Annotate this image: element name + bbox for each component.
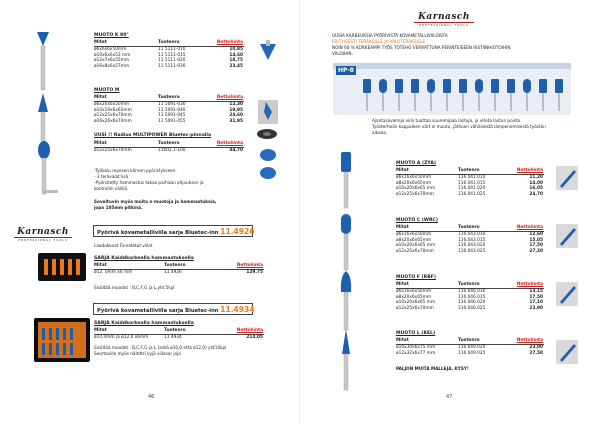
table-row [396, 351, 544, 357]
pn-cell: 116.049.020 [458, 344, 486, 350]
col-header-price: Nettohinta [506, 338, 544, 344]
col-header-code: Mitat [94, 263, 164, 269]
pn-cell: 11 4934 [164, 334, 182, 340]
col-header-pn: Tuotenro [164, 328, 214, 334]
logo-tagline: PROFESSIONAL TOOLS [419, 23, 469, 28]
muoto-f-table [396, 282, 544, 311]
code-cell: ø12x25x6x70mm [396, 191, 434, 197]
price-cell: 23,90 [529, 305, 543, 311]
code-cell: ø6x16x6x50mm [396, 174, 432, 180]
price-cell: 24,70 [529, 191, 543, 197]
hp8-label: HP-8 [338, 67, 354, 74]
pn-cell: 116.046.010 [458, 288, 486, 294]
price-cell: 23,45 [229, 63, 243, 69]
set2-note-2: Seortavilla myös näitdtsi kyjä viilasar joja [94, 351, 181, 356]
page-number-right: 47 [446, 394, 453, 400]
code-cell: ø12x32x6x77 mm [396, 350, 436, 356]
set-box-text: Pyörivä kovametalliviila sarja Bluetec-inn [97, 308, 219, 314]
code-cell: ø8x20x6x65mm [396, 294, 432, 300]
burr-shank-icon [526, 93, 528, 111]
uusi-bullet-3: -Pyöristetty hammastus takaa parhaan ohjauksen ja [94, 180, 204, 185]
application-image-1 [556, 166, 578, 190]
pn-cell: 11 5111-010 [158, 46, 186, 52]
code-cell: ø6x6x6x50mm [94, 46, 127, 52]
price-cell: 129,75 [246, 269, 263, 275]
price-cell: 13,15 [529, 288, 543, 294]
price-cell: 16,05 [529, 186, 543, 192]
muoto-c-tool-image [338, 212, 354, 272]
table-row [94, 147, 244, 153]
pn-cell: 116.046.025 [458, 305, 486, 311]
application-image-2 [556, 224, 578, 248]
price-cell: 15,05 [529, 237, 543, 243]
price-cell: 12,30 [229, 101, 243, 107]
muoto-f-title: MUOTO F (RBF) [396, 275, 436, 280]
radius-detail-image-2 [259, 166, 277, 180]
muoto-m-table [94, 95, 244, 124]
col-header-code: Mitat [94, 328, 164, 334]
countersink-detail-image [257, 40, 279, 66]
burr-head-icon [507, 79, 515, 93]
application-image-3 [556, 282, 578, 306]
set1-title: SARJA Kaiddkorkealla hammastuksella [94, 256, 194, 261]
radius-tool-image [34, 140, 60, 200]
code-cell: ø10x6x6x53 mm [94, 52, 131, 58]
intro-line-2: ERITYISESTI TERÄKSILLE JA VALUTERÄKSILLE [332, 39, 426, 44]
col-header-price: Nettohinta [208, 95, 244, 101]
pn-cell: 116.043.010 [458, 231, 486, 237]
set1-rows [94, 269, 264, 275]
code-cell: ø6x16x6x50mm [396, 288, 432, 294]
set2-title: SARJA Kaiddkorkealla hammastuksella [94, 321, 194, 326]
right-page [300, 0, 600, 424]
set1-note: Sisältää muodot : B,C,F,G ja L,yht 5kpl [94, 285, 175, 290]
burr-head-icon [555, 79, 563, 93]
price-cell: 44,70 [229, 147, 243, 153]
muoto-f-rows [396, 288, 544, 311]
intro-line-1: UUSIA KARBEUKSIA PYÖRIVISTÄ KOVAMETALLIVIILOISTA [332, 33, 448, 38]
muoto-c-rows [396, 231, 544, 254]
pn-cell: 11 5091-055 [158, 118, 186, 124]
muoto-a-rows [396, 174, 544, 197]
code-cell: ø10x20x6x65 mm [396, 243, 436, 249]
muoto-a-tool-image [338, 150, 354, 210]
price-cell: 19,95 [229, 107, 243, 113]
logo-wordmark: Karnasch [418, 12, 470, 22]
workpiece-image [256, 128, 278, 140]
burr-shank-icon [366, 93, 368, 111]
muoto-k-table [94, 40, 244, 69]
intro-line-3: NOIN 60 % KORKEAMPI TYÖS TOTEHO VERRATTUNA PERINTEISEEN RISTIINHIOTOIHIN [332, 45, 511, 50]
code-cell: ø10x20x6x65 mm [396, 186, 436, 192]
tool-set-case-5pcs-image [38, 253, 86, 281]
price-cell: 24,60 [229, 113, 243, 119]
burr-shank-icon [430, 93, 432, 111]
desc-line-3: aikana. [372, 130, 388, 135]
burr-shank-icon [494, 93, 496, 111]
radius-detail-image-1 [259, 148, 277, 162]
col-header-price: Nettohinta [506, 225, 544, 231]
muoto-m-rows [94, 101, 244, 124]
uusi-radius-title: UUSI !! Radius MULTIPOWER Bluetec-pinnalla [94, 133, 212, 138]
price-cell: 23,00 [529, 344, 543, 350]
pn-cell: 11 5111-020 [158, 58, 186, 64]
set2-table [94, 328, 264, 341]
code-cell: ø8x20x6x65mm [396, 237, 432, 243]
burr-head-icon [491, 79, 499, 93]
pn-cell: 11602 1-100 [158, 147, 186, 153]
col-header-pn: Tuotenro [158, 95, 208, 101]
uusi-radius-table [94, 141, 244, 154]
burr-shank-icon [558, 93, 560, 111]
muoto-a-table [396, 168, 544, 197]
pn-cell: 116.041.015 [458, 180, 486, 186]
code-cell: ø10x20x6x65 mm [396, 300, 436, 306]
pn-cell: 116.041.010 [458, 174, 486, 180]
table-row [396, 306, 544, 312]
price-cell: 14,00 [529, 180, 543, 186]
muoto-m-title: MUOTO M [94, 88, 120, 93]
col-header-price: Nettohinta [214, 328, 264, 334]
muoto-c-table [396, 225, 544, 254]
set-box-text: Pyörivä kovametalliviila sarja Bluetec-inn [97, 230, 219, 236]
col-header-price: Nettohinta [506, 282, 544, 288]
col-header-code: Mitat [396, 338, 458, 344]
col-header-pn: Tuotenro [458, 282, 506, 288]
desc-line-2: Työsterheän kappaleen värt ei muutu, jöhtuen vähäisestä lämpenemisestä työstön [372, 124, 546, 129]
price-cell: 10,85 [229, 46, 243, 52]
col-header-price: Nettohinta [208, 141, 244, 147]
price-cell: 27,20 [529, 248, 543, 254]
pn-cell: 116.049.025 [458, 350, 486, 356]
burr-shank-icon [414, 93, 416, 111]
code-cell: ø8x20x6x65mm [396, 180, 432, 186]
pn-cell: 116.043.020 [458, 243, 486, 249]
logo-tagline: PROFESSIONAL TOOLS [18, 238, 68, 243]
karnasch-logo-left [14, 227, 72, 242]
price-cell: 17,10 [529, 300, 543, 306]
uusi-note-2: jopa 105mm pitkinä. [94, 205, 143, 210]
pn-cell: 11 5091-040 [158, 107, 186, 113]
col-header-pn: Tuotenro [458, 168, 506, 174]
pn-cell: 11 5111-015 [158, 52, 186, 58]
col-header-pn: Tuotenro [164, 263, 214, 269]
col-header-code: Mitat [396, 225, 458, 231]
code-cell: ø6x16x6x50mm [396, 231, 432, 237]
pn-cell: 116.041.025 [458, 191, 486, 197]
uusi-radius-rows [94, 147, 244, 153]
tool-set-case-10pcs-image [34, 318, 90, 362]
usage-detail-image [256, 98, 280, 126]
burr-shank-icon [510, 93, 512, 111]
table-row [94, 119, 244, 125]
col-header-pn: Tuotenro [458, 225, 506, 231]
table-row [94, 64, 244, 70]
code-cell: ø10,0mm ja ø12,0 x6mm [94, 334, 149, 340]
col-header-pn: Tuotenro [158, 141, 208, 147]
burr-shank-icon [478, 93, 480, 111]
price-cell: 12,60 [529, 231, 543, 237]
burr-head-icon [539, 79, 547, 93]
price-cell: 27,50 [529, 350, 543, 356]
pn-cell: 116.046.015 [458, 294, 486, 300]
col-header-price: Nettohinta [214, 263, 264, 269]
burr-head-icon [459, 79, 467, 93]
pn-cell: 11 5091-045 [158, 113, 186, 119]
muoto-k-rows [94, 46, 244, 69]
uusi-note-1: Soveltuvin myös muita n muotoja ja hammastuksia, [94, 199, 217, 204]
logo-wordmark: Karnasch [17, 227, 69, 237]
uusi-bullet-4: kontrollin välillä. [94, 186, 129, 191]
hp8-product-range-image [333, 63, 571, 115]
code-cell: ø16x8x6x57mm [94, 63, 130, 69]
code-cell: ø10x30x6x75 mm [396, 344, 436, 350]
countersink-tool-image [36, 30, 50, 92]
muoto-k-title: MUOTO K 90° [94, 33, 129, 38]
uusi-bullet-2: - 3 terävalat lisä [94, 174, 129, 179]
col-header-price: Nettohinta [208, 40, 244, 46]
price-cell: 31,95 [229, 118, 243, 124]
table-row [396, 249, 544, 255]
code-cell: ø6x20x6x50mm [94, 101, 130, 107]
col-header-code: Mitat [396, 168, 458, 174]
col-header-code: Mitat [94, 95, 158, 101]
intro-line-4: VIILOIHIN. [332, 51, 353, 56]
set2-note-1: Sisältää muodot : B,C,F,G ja L (sekä ø10,0 että ø12,0) yht10kpl [94, 345, 227, 350]
price-cell: 17,50 [529, 294, 543, 300]
burr-head-icon [443, 79, 451, 93]
table-row [396, 192, 544, 198]
muoto-a-title: MUOTO A (ZYA) [396, 161, 436, 166]
code-cell: ø12x7x6x55mm [94, 58, 130, 64]
price-cell: 17,50 [529, 243, 543, 249]
burr-shank-icon [446, 93, 448, 111]
uusi-bullet-1: -Työkalu reposen kärnen pyöristykseen. [94, 168, 177, 173]
burr-head-icon [379, 79, 387, 93]
pn-cell: 11 4926 [164, 269, 182, 275]
application-image-4 [556, 340, 578, 364]
burr-shank-icon [542, 93, 544, 111]
burr-head-icon [427, 79, 435, 93]
code-cell: ø12x25x6x70mm [94, 113, 132, 119]
burr-head-icon [363, 79, 371, 93]
code-cell: ø10x19x6x65mm [94, 107, 132, 113]
set-11-4926-box [93, 225, 253, 237]
pn-cell: 116.043.025 [458, 248, 486, 254]
pn-cell: 11 5111-030 [158, 63, 186, 69]
set-box-code: 11.4926 [220, 227, 255, 236]
muoto-l-rows [396, 344, 544, 356]
price-cell: 14,60 [229, 52, 243, 58]
desc-line-1: Ajantasavalmpi viila tuottaa suuremipaa lastuja, ja viteta lastun poisto. [372, 118, 522, 123]
code-cell: ø16x26x6x74mm [94, 118, 132, 124]
burr-head-icon [411, 79, 419, 93]
burr-head-icon [395, 79, 403, 93]
table-row [94, 334, 264, 340]
col-header-price: Nettohinta [506, 168, 544, 174]
col-header-pn: Tuotenro [158, 40, 208, 46]
code-cell: ø12, 0mm x6 mm [94, 269, 133, 275]
price-cell: 11,20 [529, 174, 543, 180]
pn-cell: 116.041.020 [458, 186, 486, 192]
col-header-pn: Tuotenro [458, 338, 506, 344]
pn-cell: 116.046.020 [458, 300, 486, 306]
price-cell: 18,75 [229, 58, 243, 64]
karnasch-logo-right [414, 12, 474, 27]
price-cell: 214,05 [246, 334, 263, 340]
code-cell: ø12x25x6x70mm [396, 305, 434, 311]
pn-cell: 11 5091-030 [158, 101, 186, 107]
burr-head-icon [523, 79, 531, 93]
burr-shank-icon [398, 93, 400, 111]
muoto-f-tool-image [338, 270, 354, 332]
set1-subtitle: Laadukkaat Finnatetut viilat [94, 243, 153, 248]
pn-cell: 116.043.015 [458, 237, 486, 243]
set-box-code: 11.4934 [220, 305, 255, 314]
col-header-code: Mitat [94, 141, 158, 147]
col-header-code: Mitat [396, 282, 458, 288]
burr-shank-icon [462, 93, 464, 111]
muoto-l-tool-image [338, 328, 354, 392]
muoto-c-title: MUOTO C (WRC) [396, 218, 438, 223]
muoto-l-table [396, 338, 544, 356]
table-row [94, 269, 264, 275]
code-cell: ø12x25x6x70mm [396, 248, 434, 254]
burr-head-icon [475, 79, 483, 93]
page-number-left: 46 [148, 394, 155, 400]
footer-more-models: PALJON MUITA MALLEJA, KYSY! [396, 366, 469, 371]
col-header-code: Mitat [94, 40, 158, 46]
muoto-l-title: MUOTO L (KEL) [396, 331, 436, 336]
set1-table [94, 263, 264, 276]
burr-shank-icon [382, 93, 384, 111]
set2-rows [94, 334, 264, 340]
code-cell: ø12x25x6x70mm [94, 147, 132, 153]
set-11-4934-box [93, 303, 253, 315]
